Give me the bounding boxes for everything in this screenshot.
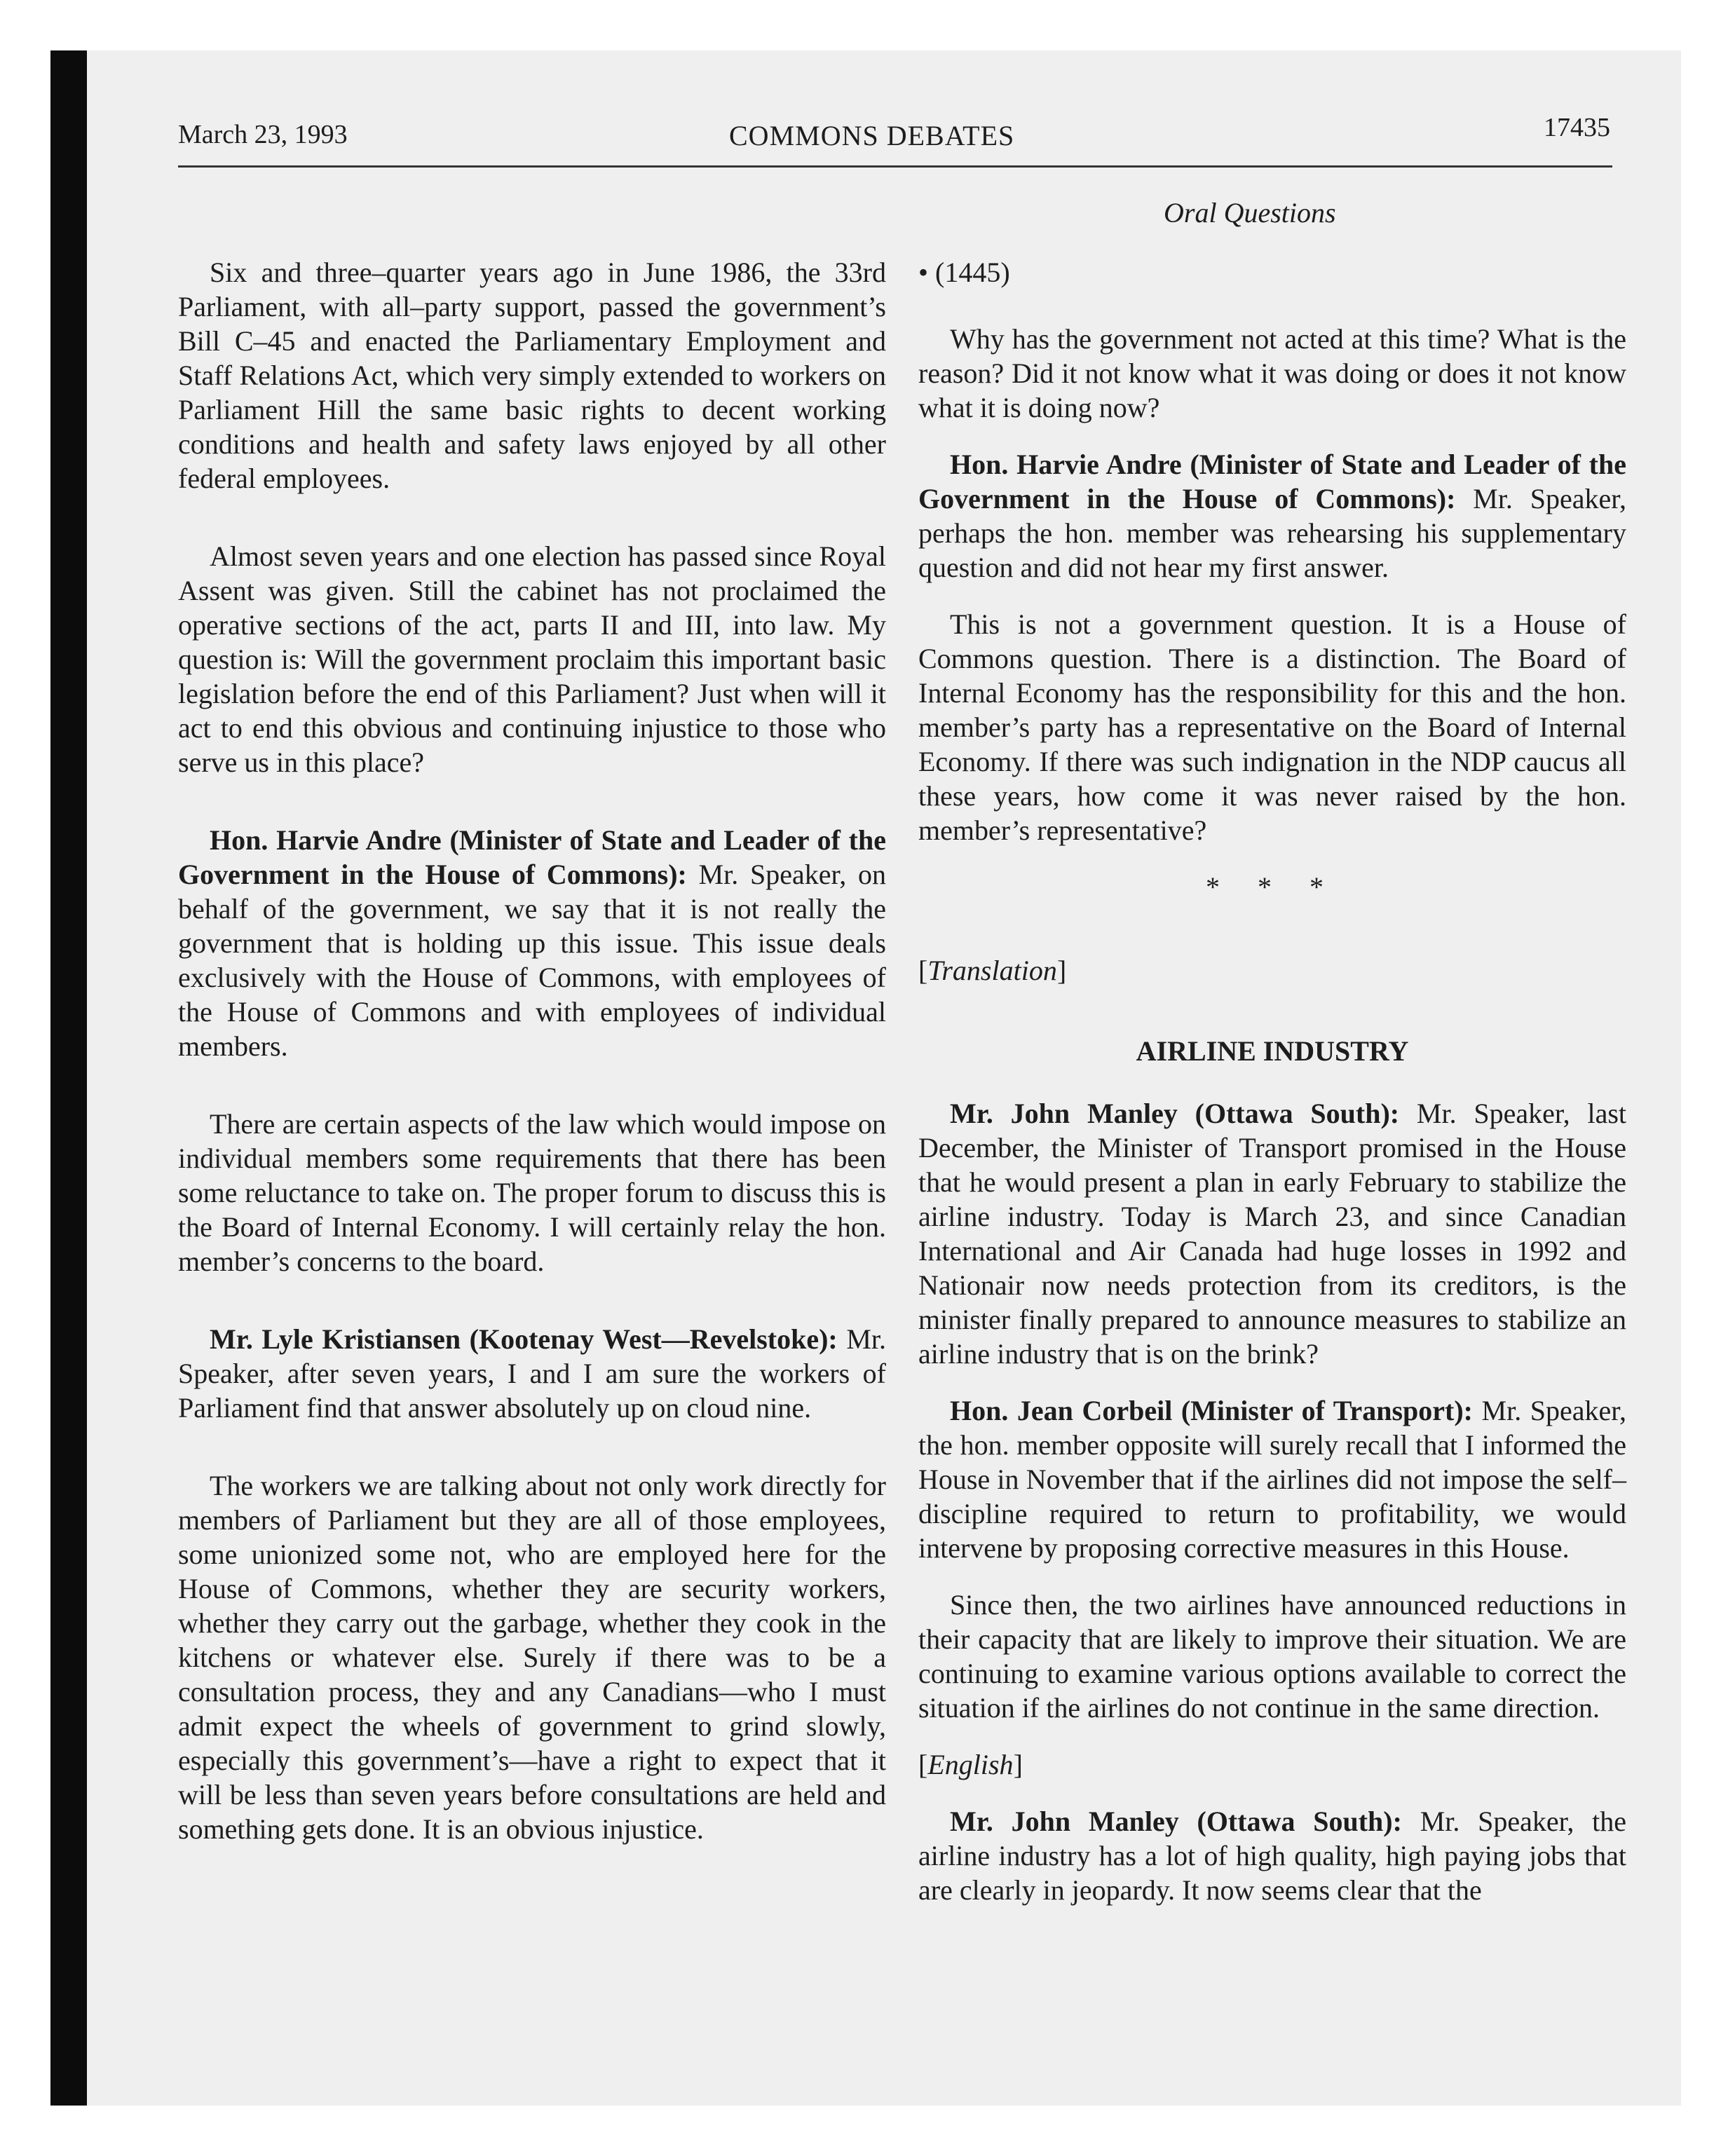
paragraph: This is not a government question. It is a House of Commons question. There is a distinction. The Board of Internal Economy has the responsibility for this and the hon. member’s party has a representative on the Board of Internal Economy. If there was such indignation in the NDP caucus all these years, how come it was never raised by the hon. member’s representative?	[918, 608, 1626, 846]
scan-edge-shadow	[50, 50, 87, 2106]
paragraph: The workers we are talking about not only work directly for members of Parliament but they are all of those employees, some unionized some not, who are employed here for the House of Commons, whether they are security workers, whether they carry out the garbage, whether they cook in the kitchens or whatever else. Surely if there was to be a consultation process, they and any Canadians—who I must admit expect the wheels of government to grind slowly, especially this government’s—have a right to expect that it will be less than seven years before consultations are held and something gets done. It is an obvious injustice.	[178, 1470, 886, 1845]
speech-text: Mr. Speaker, last December, the Minister of Transport promised in the House that he would present a plan in early February to stabilize the airline industry. Today is March 23, and since Canadian International and Air Canada had huge losses in 1992 and Nationair now needs protection from its creditors, is the minister finally prepared to announce measures to stabilize an airline industry that is on the brink?	[918, 1098, 1626, 1370]
time-marker: • (1445)	[918, 257, 1010, 288]
speech-text: Mr. Speaker, the airline industry has a lot of high quality, high paying jobs that are clearly in jeopardy. It now seems clear that the	[918, 1806, 1626, 1906]
section-separator: * * *	[1206, 871, 1339, 903]
speaker-name: Mr. John Manley (Ottawa South):	[950, 1806, 1402, 1837]
paragraph	[918, 447, 1626, 585]
left-column	[178, 247, 886, 1890]
header-date: March 23, 1993	[178, 120, 348, 149]
header-title: COMMONS DEBATES	[729, 120, 1015, 151]
paragraph: Almost seven years and one election has passed since Royal Assent was given. Still the cabinet has not proclaimed the operative sections of the act, parts II and III, into law. My question is: Will the government proclaim this important basic legislation before the end of this Parliament? Just when will it act to end this obvious and continuing injustice to those who serve us in this place?	[178, 540, 886, 778]
paragraph	[918, 1393, 1626, 1565]
speech-text: Mr. Speaker, perhaps the hon. member was rehearsing his supplementary question and did not hear my first answer.	[918, 483, 1627, 583]
paragraph: Six and three–quarter years ago in June 1986, the 33rd Parliament, with all–party support, passed the government’s Bill C–45 and enacted the Parliamentary Employment and Staff Relations Act, which very simply extended to workers on Parliament Hill the same basic rights to decent working conditions and health and safety laws enjoyed by all other federal employees.	[178, 257, 886, 494]
paragraph	[178, 1322, 886, 1425]
speaker-name: Hon. Jean Corbeil (Minister of Transport):	[950, 1395, 1474, 1426]
speech-text: Mr. Speaker, on behalf of the government, we say that it is not really the government that is holding up this issue. This issue deals exclusively with the House of Commons, with employees of the House of Commons and with employees of individual members.	[178, 859, 887, 1062]
speech-text: Mr. Speaker, the hon. member opposite will surely recall that I informed the House in November that if the airlines did not impose the self–discipline required to return to profitability, we would intervene by proposing corrective measures in this House.	[918, 1395, 1627, 1564]
header-rule	[178, 165, 1612, 168]
speaker-name: Hon. Harvie Andre (Minister of State and Leader of the Government in the House of Commons):	[178, 824, 886, 890]
speaker-name: Hon. Harvie Andre (Minister of State and Leader of the Government in the House of Commons):	[918, 449, 1626, 514]
paragraph: Why has the government not acted at this time? What is the reason? Did it not know what it was doing or does it not know what it is doing now?	[918, 323, 1626, 423]
language-marker: [Translation]	[918, 955, 1067, 986]
section-heading: AIRLINE INDUSTRY	[1136, 1035, 1409, 1067]
speaker-name: Mr. John Manley (Ottawa South):	[950, 1098, 1400, 1129]
right-column	[918, 247, 1626, 1930]
speech-text: Mr. Speaker, after seven years, I and I am sure the workers of Parliament find that answer absolutely up on cloud nine.	[178, 1323, 886, 1424]
speaker-name: Mr. Lyle Kristiansen (Kootenay West—Revelstoke):	[210, 1323, 838, 1355]
paragraph	[918, 1096, 1626, 1371]
language-marker: [English]	[918, 1749, 1023, 1780]
section-label: Oral Questions	[1164, 197, 1336, 228]
paragraph	[918, 1804, 1626, 1907]
paragraph	[178, 823, 886, 1063]
paragraph: Since then, the two airlines have announced reductions in their capacity that are likely to improve their situation. We are continuing to examine various options available to correct the situation if the airlines do not continue in the same direction.	[918, 1589, 1626, 1724]
paragraph: There are certain aspects of the law which would impose on individual members some requirements that there has been some reluctance to take on. The proper forum to discuss this is the Board of Internal Economy. I will certainly relay the hon. member’s concerns to the board.	[178, 1108, 886, 1277]
header-page-number: 17435	[1544, 113, 1610, 142]
